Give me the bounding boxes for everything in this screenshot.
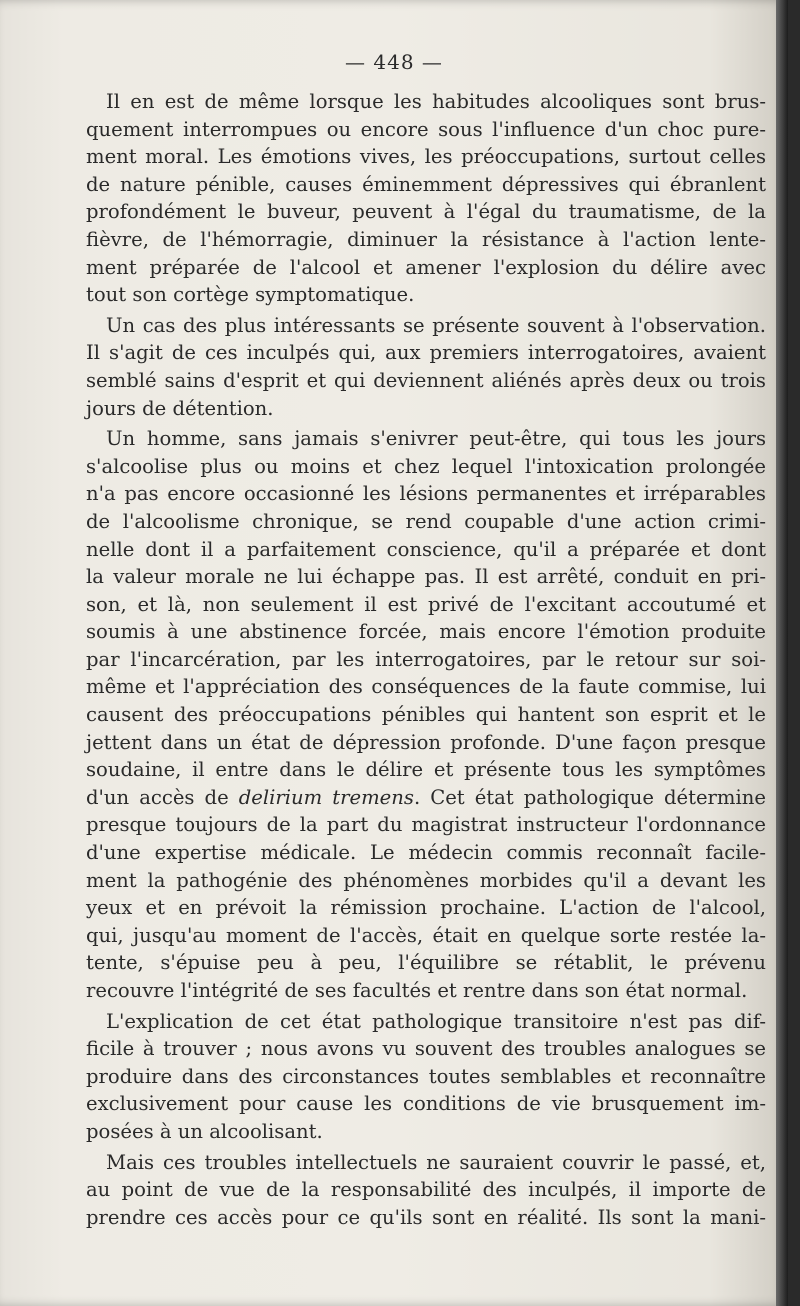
body-text (86, 88, 766, 1231)
text-line: Un cas des plus intéressants se présente souvent à l'observation. (106, 313, 766, 337)
text-line: posées à un alcoolisant. (86, 1119, 323, 1143)
text-line: ficile à trouver ; nous avons vu souvent des troubles analogues se (86, 1037, 766, 1061)
paragraph (86, 425, 766, 1004)
text-line: la valeur morale ne lui échappe pas. Il est arrêté, conduit en pri- (86, 565, 766, 589)
text-line: s'alcoolise plus ou moins et chez lequel l'intoxication prolongée (86, 454, 766, 478)
text-line: nelle dont il a parfaitement conscience, qu'il a préparée et dont (86, 537, 766, 561)
text-line: exclusivement pour cause les conditions de vie brusquement im- (86, 1092, 766, 1116)
text-line: presque toujours de la part du magistrat instructeur l'ordonnance (86, 813, 766, 837)
text-line: produire dans des circonstances toutes semblables et reconnaître (86, 1064, 766, 1088)
text-line: recouvre l'intégrité de ses facultés et rentre dans son état normal. (86, 979, 748, 1002)
text-line: jours de détention. (86, 396, 274, 420)
text-line: d'un accès de delirium tremens. Cet état pathologique détermine (86, 785, 766, 809)
text-line: son, et là, non seulement il est privé de l'excitant accoutumé et (86, 592, 766, 616)
text-line: n'a pas encore occasionné les lésions permanentes et irréparables (86, 482, 766, 506)
text-line: au point de vue de la responsabilité des inculpés, il importe de (86, 1178, 766, 1202)
text-line: de l'alcoolisme chronique, se rend coupable d'une action crimi- (86, 509, 766, 533)
text-line: jettent dans un état de dépression profonde. D'une façon presque (86, 730, 766, 754)
text-line: de nature pénible, causes éminemment dépressives qui ébranlent (86, 172, 766, 196)
text-line: prendre ces accès pour ce qu'ils sont en réalité. Ils sont la mani- (86, 1205, 766, 1229)
text-line: yeux et en prévoit la rémission prochaine. L'action de l'alcool, (86, 896, 766, 920)
page-number: — 448 — (345, 50, 443, 74)
text-line: ment la pathogénie des phénomènes morbides qu'il a devant les (86, 868, 766, 892)
text-line: L'explication de cet état pathologique transitoire n'est pas dif- (106, 1009, 766, 1033)
text-line: semblé sains d'esprit et qui deviennent aliénés après deux ou trois (86, 368, 766, 392)
paragraph (86, 1149, 766, 1232)
paragraph (86, 88, 766, 309)
text-line: tout son cortège symptomatique. (86, 283, 415, 307)
text-line: par l'incarcération, par les interrogatoires, par le retour sur soi- (86, 647, 766, 671)
text-line: qui, jusqu'au moment de l'accès, était en quelque sorte restée la- (86, 923, 766, 947)
paragraph (86, 312, 766, 422)
text-line: Mais ces troubles intellectuels ne sauraient couvrir le passé, et, (106, 1150, 766, 1174)
text-line: quement interrompues ou encore sous l'influence d'un choc pure- (86, 117, 766, 141)
italic-term: delirium tremens (238, 785, 414, 809)
text-line: fièvre, de l'hémorragie, diminuer la résistance à l'action lente- (86, 227, 766, 251)
text-line: profondément le buveur, peuvent à l'égal du traumatisme, de la (86, 200, 766, 224)
page-edge-shadow (776, 0, 788, 1306)
text-line: ment préparée de l'alcool et amener l'explosion du délire avec (86, 255, 766, 279)
text-line: Un homme, sans jamais s'enivrer peut-être, qui tous les jours (106, 427, 766, 451)
text-line: Il en est de même lorsque les habitudes alcooliques sont brus- (106, 90, 766, 113)
paragraph (86, 1008, 766, 1146)
text-line: même et l'appréciation des conséquences de la faute commise, lui (86, 675, 766, 699)
text-line: ment moral. Les émotions vives, les préoccupations, surtout celles (86, 145, 766, 169)
text-line: causent des préoccupations pénibles qui hantent son esprit et le (86, 703, 766, 727)
text-line: soumis à une abstinence forcée, mais encore l'émotion produite (86, 620, 766, 644)
text-line: d'une expertise médicale. Le médecin commis reconnaît facile- (86, 841, 766, 865)
text-line: tente, s'épuise peu à peu, l'équilibre se rétablit, le prévenu (86, 951, 766, 975)
text-line: soudaine, il entre dans le délire et présente tous les symptômes (86, 758, 766, 782)
text-line: Il s'agit de ces inculpés qui, aux premiers interrogatoires, avaient (86, 341, 766, 365)
